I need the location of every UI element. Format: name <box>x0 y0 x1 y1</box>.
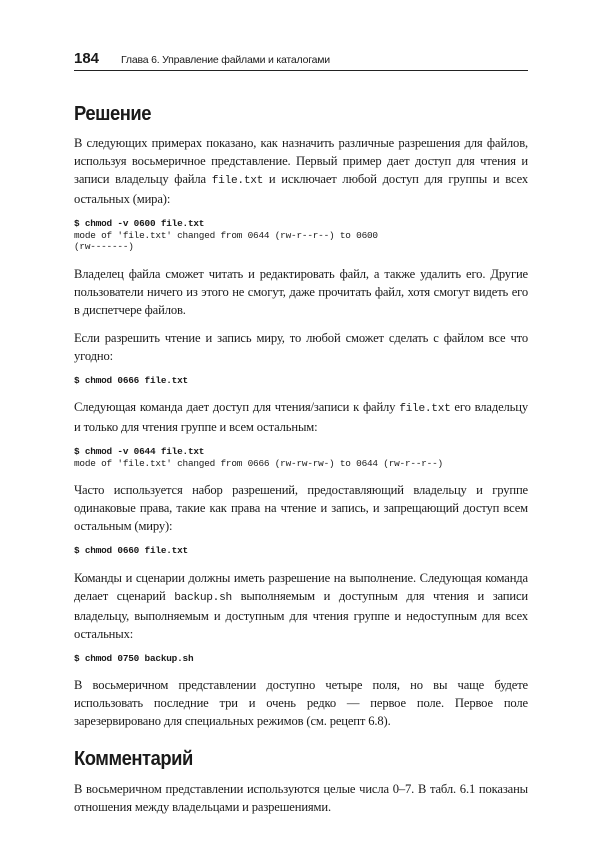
code-block <box>74 446 528 469</box>
code-block <box>74 653 528 665</box>
code-block <box>74 545 528 557</box>
code-command: $ chmod -v 0644 file.txt <box>74 446 205 457</box>
section-heading-solution: Решение <box>74 103 152 125</box>
code-block <box>74 218 528 253</box>
inline-code: file.txt <box>211 175 264 187</box>
inline-code: file.txt <box>399 403 451 415</box>
code-output: (rw-------) <box>74 241 134 252</box>
inline-code: backup.sh <box>174 591 232 604</box>
paragraph: Владелец файла сможет читать и редактировать файл, а также удалить его. Другие пользователи ничего из этого не смогут, даже прочитать файл, хотя смогут видеть его в диспетчере файлов. <box>74 266 528 317</box>
code-command: $ chmod -v 0600 file.txt <box>74 218 205 229</box>
section-heading-comment: Комментарий <box>74 748 193 770</box>
code-block <box>74 375 528 387</box>
paragraph: Если разрешить чтение и запись миру, то любой сможет сделать с файлом все что угодно: <box>74 330 528 363</box>
paragraph: Часто используется набор разрешений, предоставляющий владельцу и группе одинаковые права, такие как права на чтение и запись, и запрещающий доступ всем остальным (миру): <box>74 483 528 533</box>
page-number: 184 <box>74 50 100 67</box>
code-command: $ chmod 0750 backup.sh <box>74 652 194 664</box>
book-page <box>74 50 528 826</box>
chapter-title: Глава 6. Управление файлами и каталогами <box>121 54 330 66</box>
paragraph: В восьмеричном представлении используются целые числа 0–7. В табл. 6.1 показаны отношения между владельцами и разрешениями. <box>74 782 528 814</box>
code-command: $ chmod 0660 file.txt <box>74 545 188 556</box>
code-output: mode of 'file.txt' changed from 0666 (rw-rw-rw-) to 0644 (rw-r--r--) <box>74 457 443 469</box>
paragraph: В восьмеричном представлении доступно четыре поля, но вы чаще будете использовать последние три и очень редко — первое поле. Первое поле зарезервировано для специальных режимов (см. рецепт 6.8). <box>74 678 528 728</box>
paragraph: В следующих примерах показано, как назначить различные разрешения для файлов, используя восьмеричное представление. Первый пример дает доступ для чтения и записи владельцу файла file.txt и исключает любой доступ для группы и всех остальных (мира): <box>74 136 528 206</box>
code-output: mode of 'file.txt' changed from 0644 (rw-r--r--) to 0600 <box>74 229 378 241</box>
paragraph: Команды и сценарии должны иметь разрешение на выполнение. Следующая команда делает сценарий backup.sh выполняемым и доступным для чтения и записи владельцу, выполняемым и доступным для чтения группе и недоступным для всех остальных: <box>74 570 529 641</box>
code-command: $ chmod 0666 file.txt <box>74 374 188 386</box>
paragraph: Следующая команда дает доступ для чтения/записи к файлу file.txt его владельцу и только для чтения группе и всем остальным: <box>74 400 528 434</box>
running-header <box>74 50 528 71</box>
